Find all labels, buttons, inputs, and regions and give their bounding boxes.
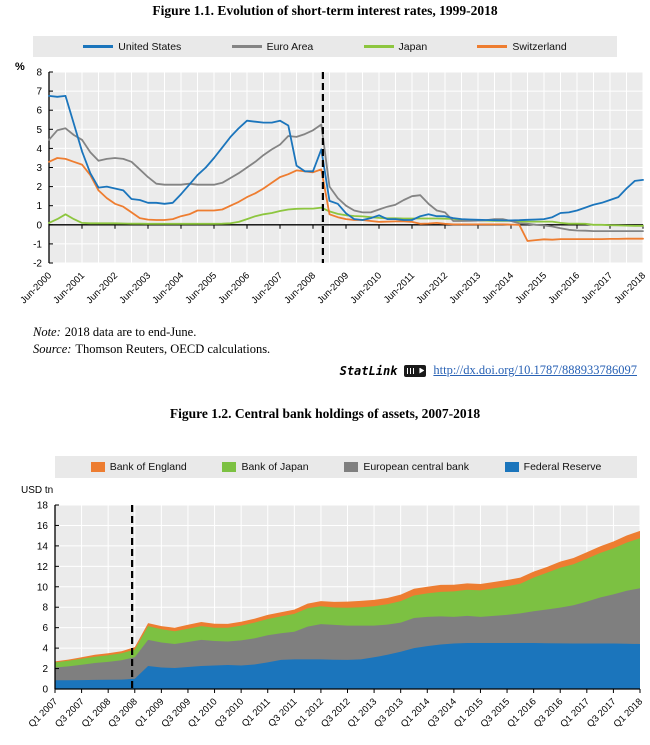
- svg-text:2: 2: [42, 664, 48, 676]
- svg-text:0: 0: [36, 220, 42, 232]
- svg-text:Q1 2013: Q1 2013: [345, 696, 380, 730]
- svg-text:Q1 2010: Q1 2010: [186, 696, 220, 730]
- y-axis-labels: [37, 501, 49, 696]
- svg-text:Q3 2015: Q3 2015: [478, 696, 513, 730]
- svg-text:Q3 2013: Q3 2013: [372, 696, 406, 730]
- legend-item-united-states: [83, 41, 181, 53]
- svg-text:2: 2: [36, 182, 42, 194]
- svg-text:-1: -1: [33, 239, 42, 251]
- european-central-bank-swatch: [344, 462, 358, 472]
- svg-text:Q3 2009: Q3 2009: [159, 696, 194, 730]
- svg-text:Q3 2014: Q3 2014: [425, 696, 459, 730]
- svg-text:4: 4: [42, 643, 48, 655]
- svg-text:Q1 2014: Q1 2014: [398, 696, 433, 730]
- svg-text:Q3 2017: Q3 2017: [584, 696, 619, 730]
- svg-text:Q3 2016: Q3 2016: [531, 696, 566, 730]
- figure1-y-unit-label: %: [15, 61, 25, 73]
- united-states-line-swatch: [83, 45, 113, 48]
- svg-text:16: 16: [36, 520, 48, 532]
- svg-text:Jun-2001: Jun-2001: [51, 270, 88, 307]
- svg-text:Jun-2008: Jun-2008: [282, 270, 319, 307]
- svg-text:-2: -2: [33, 258, 42, 270]
- svg-text:Q1 2017: Q1 2017: [558, 696, 592, 730]
- note-label: Note:: [33, 325, 61, 339]
- note-line: [33, 324, 270, 341]
- svg-text:Jun-2014: Jun-2014: [480, 270, 517, 307]
- svg-text:Q1 2009: Q1 2009: [132, 696, 167, 730]
- bank-of-japan-swatch: [222, 462, 236, 472]
- svg-text:Jun-2007: Jun-2007: [249, 270, 286, 307]
- svg-text:7: 7: [36, 86, 42, 98]
- svg-text:Jun-2004: Jun-2004: [150, 270, 187, 307]
- svg-text:Jun-2015: Jun-2015: [513, 270, 550, 307]
- svg-text:8: 8: [36, 67, 42, 79]
- statlink-icon: [404, 365, 426, 377]
- svg-text:6: 6: [36, 105, 42, 117]
- legend-label: United States: [118, 40, 182, 53]
- svg-text:5: 5: [36, 124, 42, 136]
- switzerland-line-swatch: [477, 45, 507, 48]
- federal-reserve-swatch: [505, 462, 519, 472]
- legend-label: Federal Reserve: [523, 461, 602, 473]
- legend-label: Japan: [398, 40, 428, 53]
- legend-label: Euro Area: [266, 40, 314, 53]
- svg-text:Q1 2012: Q1 2012: [292, 696, 327, 730]
- svg-text:14: 14: [36, 541, 48, 553]
- bank-of-england-swatch: [91, 462, 105, 472]
- x-axis-labels: [27, 696, 646, 730]
- svg-text:Jun-2010: Jun-2010: [348, 270, 385, 307]
- y-axis-labels: [33, 68, 42, 270]
- statlink-label: StatLink: [339, 363, 398, 378]
- legend-label: European central bank: [363, 461, 469, 473]
- x-axis-labels: [18, 270, 648, 306]
- svg-text:Q3 2007: Q3 2007: [53, 696, 87, 730]
- legend-item-japan: [364, 41, 428, 53]
- source-line: [33, 341, 270, 358]
- japan-line-swatch: [364, 45, 394, 48]
- interest-rates-line-chart: [0, 60, 650, 310]
- svg-text:Q1 2011: Q1 2011: [239, 696, 273, 730]
- legend-label: Bank of England: [109, 461, 187, 473]
- svg-text:3: 3: [36, 163, 42, 174]
- svg-text:12: 12: [36, 561, 48, 573]
- svg-text:Jun-2018: Jun-2018: [612, 270, 649, 307]
- svg-text:Jun-2011: Jun-2011: [381, 270, 418, 306]
- figure2-y-unit-label: USD tn: [21, 485, 54, 496]
- figure2-title: Figure 1.2. Central bank holdings of assets, 2007-2018: [169, 406, 481, 421]
- figure2-legend: [55, 456, 637, 478]
- svg-text:Jun-2016: Jun-2016: [546, 270, 583, 307]
- svg-text:Jun-2006: Jun-2006: [216, 270, 253, 307]
- svg-text:Q3 2010: Q3 2010: [212, 696, 247, 730]
- legend-item-euro-area: [232, 41, 314, 53]
- svg-text:1: 1: [36, 201, 42, 213]
- euro-area-line-swatch: [232, 45, 262, 48]
- statlink-url-link[interactable]: http://dx.doi.org/10.1787/888933786097: [433, 363, 637, 377]
- svg-text:Jun-2017: Jun-2017: [579, 270, 616, 307]
- svg-text:Q1 2015: Q1 2015: [452, 696, 486, 730]
- source-label: Source:: [33, 342, 72, 356]
- svg-text:4: 4: [36, 143, 42, 155]
- figure1-title: Figure 1.1. Evolution of short-term interest rates, 1999-2018: [152, 3, 498, 18]
- legend-label: Bank of Japan: [241, 461, 309, 473]
- source-text: Thomson Reuters, OECD calculations.: [75, 342, 271, 356]
- svg-text:Jun-2012: Jun-2012: [414, 270, 451, 307]
- svg-text:Jun-2002: Jun-2002: [84, 270, 121, 307]
- svg-text:Jun-2000: Jun-2000: [18, 270, 55, 307]
- svg-text:Jun-2003: Jun-2003: [117, 270, 154, 307]
- svg-text:Jun-2005: Jun-2005: [183, 270, 220, 307]
- svg-text:18: 18: [36, 500, 48, 512]
- statlink-row: [340, 363, 637, 378]
- note-block: [33, 324, 270, 358]
- figure1-legend: [33, 36, 617, 57]
- legend-item-european-central-bank: [344, 461, 469, 473]
- legend-item-federal-reserve: [505, 461, 602, 473]
- svg-text:Q3 2011: Q3 2011: [266, 696, 300, 730]
- svg-text:Q3 2012: Q3 2012: [319, 696, 353, 730]
- asset-holdings-stacked-area-chart: [0, 495, 650, 745]
- svg-text:6: 6: [42, 623, 48, 635]
- svg-text:8: 8: [42, 602, 48, 614]
- svg-text:Q1 2016: Q1 2016: [505, 696, 539, 730]
- svg-text:Q3 2008: Q3 2008: [106, 696, 140, 730]
- legend-item-bank-of-england: [91, 461, 187, 473]
- legend-item-switzerland: [477, 41, 566, 53]
- svg-text:Q1 2007: Q1 2007: [26, 696, 61, 730]
- svg-text:10: 10: [36, 582, 48, 594]
- legend-label: Switzerland: [512, 40, 567, 53]
- note-text: 2018 data are to end-June.: [64, 325, 197, 339]
- svg-text:Q1 2018: Q1 2018: [611, 696, 646, 730]
- svg-text:0: 0: [42, 684, 48, 696]
- svg-text:Jun-2013: Jun-2013: [447, 270, 484, 307]
- svg-text:Q1 2008: Q1 2008: [79, 696, 114, 730]
- legend-item-bank-of-japan: [222, 461, 308, 473]
- svg-text:Jun-2009: Jun-2009: [315, 270, 352, 307]
